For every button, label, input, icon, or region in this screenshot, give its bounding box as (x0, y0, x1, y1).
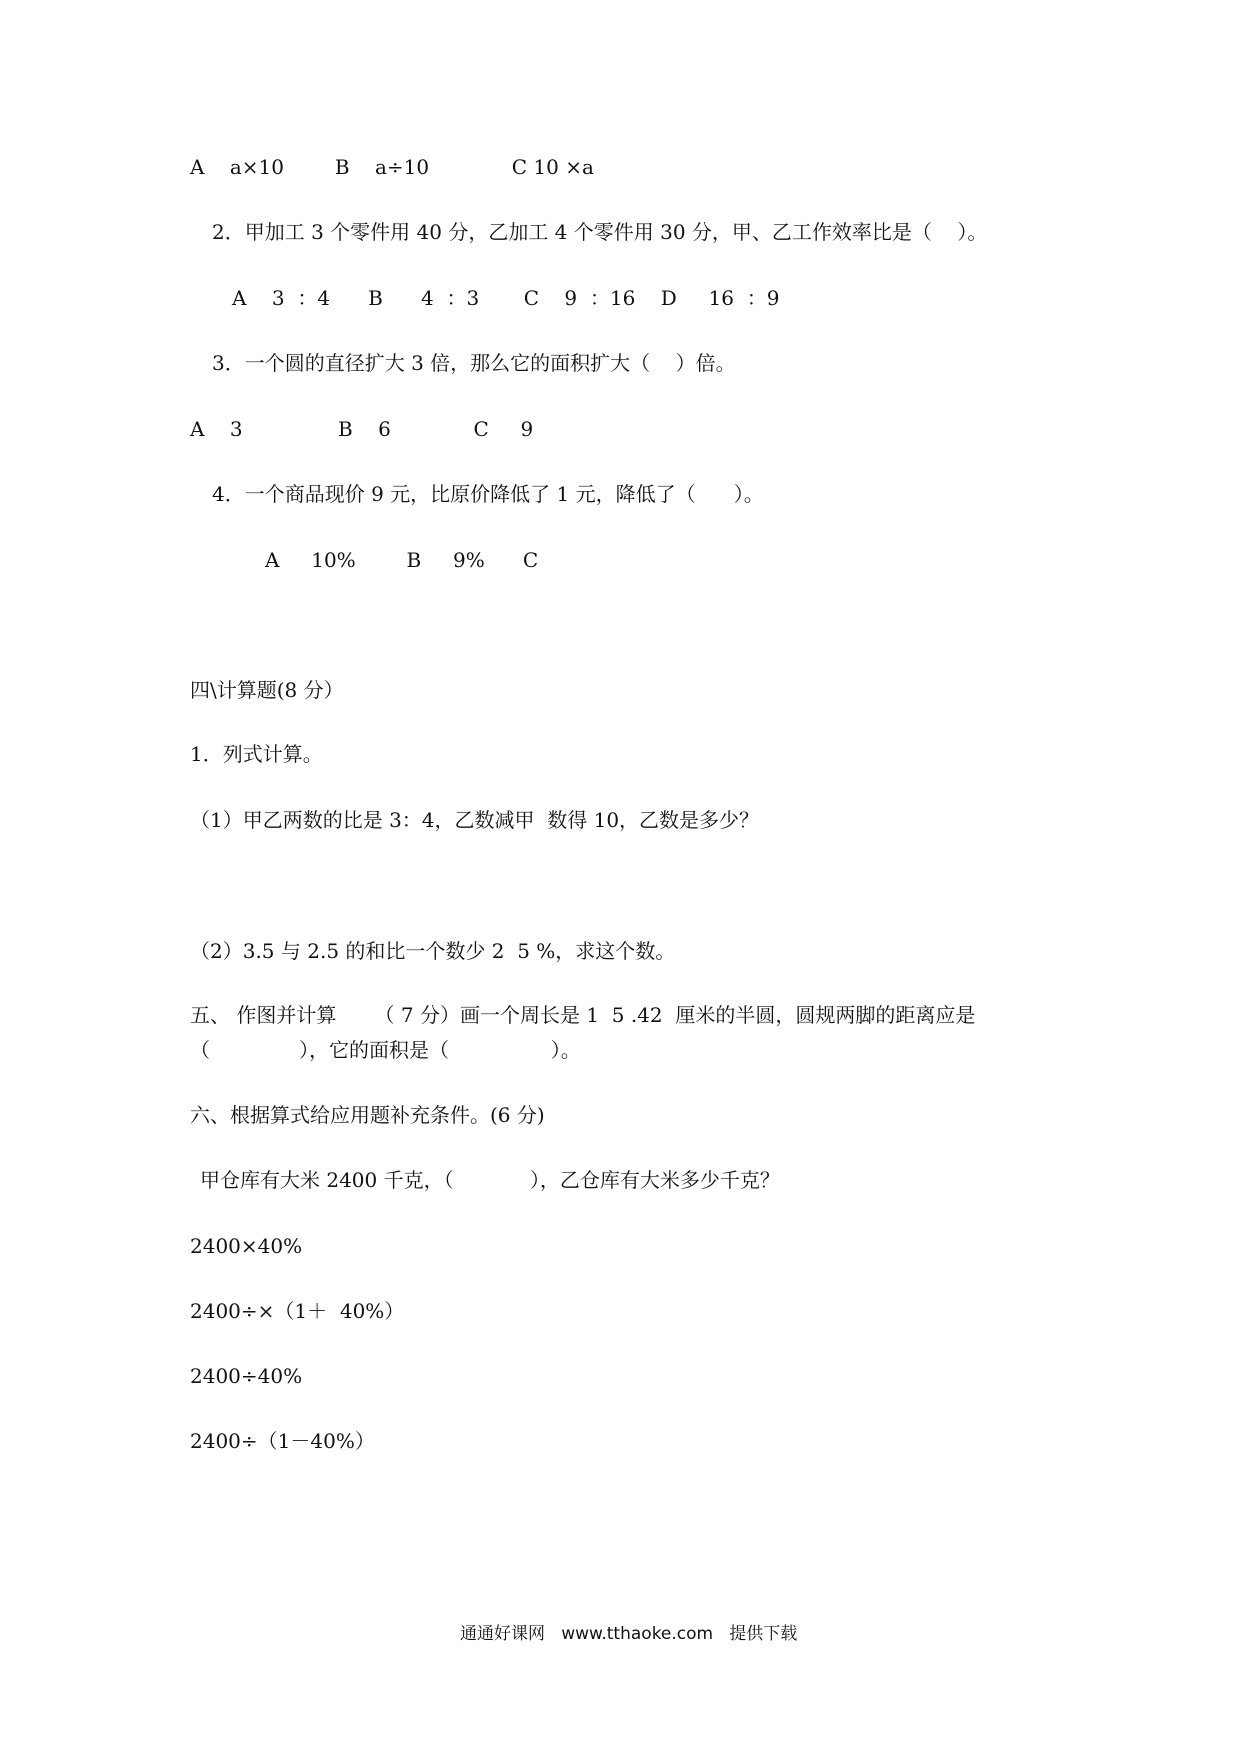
section-6-title: 六、根据算式给应用题补充条件。(6 分) (190, 1103, 545, 1127)
question-4-options: A 10% B 9% C (265, 548, 539, 572)
question-2-text: 2．甲加工 3 个零件用 40 分，乙加工 4 个零件用 30 分，甲、乙工作效率比是（ ）。 (212, 220, 988, 244)
q1-options: A a×10 B a÷10 C 10 ×a (190, 155, 594, 179)
question-2-options: A 3 ：4 B 4 ：3 C 9 ：16 D 16 ：9 (232, 286, 780, 310)
section-6-problem: 甲仓库有大米 2400 千克，（ ），乙仓库有大米多少千克？ (200, 1168, 780, 1192)
question-4-text: 4．一个商品现价 9 元，比原价降低了 1 元，降低了（ ）。 (212, 482, 764, 506)
page-footer: 通通好课网 www.tthaoke.com 提供下载 (460, 1624, 798, 1644)
section-4-item-1: （1）甲乙两数的比是 3：4，乙数减甲 数得 10，乙数是多少？ (190, 808, 760, 832)
question-3-text: 3．一个圆的直径扩大 3 倍，那么它的面积扩大（ ）倍。 (212, 351, 736, 375)
question-3-options: A 3 B 6 C 9 (190, 417, 534, 441)
formula-3: 2400÷40% (190, 1364, 303, 1388)
section-5-line-1: 五、 作图并计算 （ 7 分）画一个周长是 1 5 .42 厘米的半圆，圆规两脚的距离应是 (190, 1003, 976, 1027)
section-4-item-2: （2）3.5 与 2.5 的和比一个数少 2 5 %，求这个数。 (190, 939, 676, 963)
formula-2: 2400÷×（1＋ 40%） (190, 1299, 405, 1323)
section-4-subheading: 1．列式计算。 (190, 742, 323, 766)
formula-4: 2400÷（1－40%） (190, 1429, 375, 1453)
formula-1: 2400×40% (190, 1234, 303, 1258)
section-4-title: 四\计算题(8 分） (190, 678, 344, 702)
section-5-line-2: （ ），它的面积是（ ）。 (190, 1038, 581, 1062)
